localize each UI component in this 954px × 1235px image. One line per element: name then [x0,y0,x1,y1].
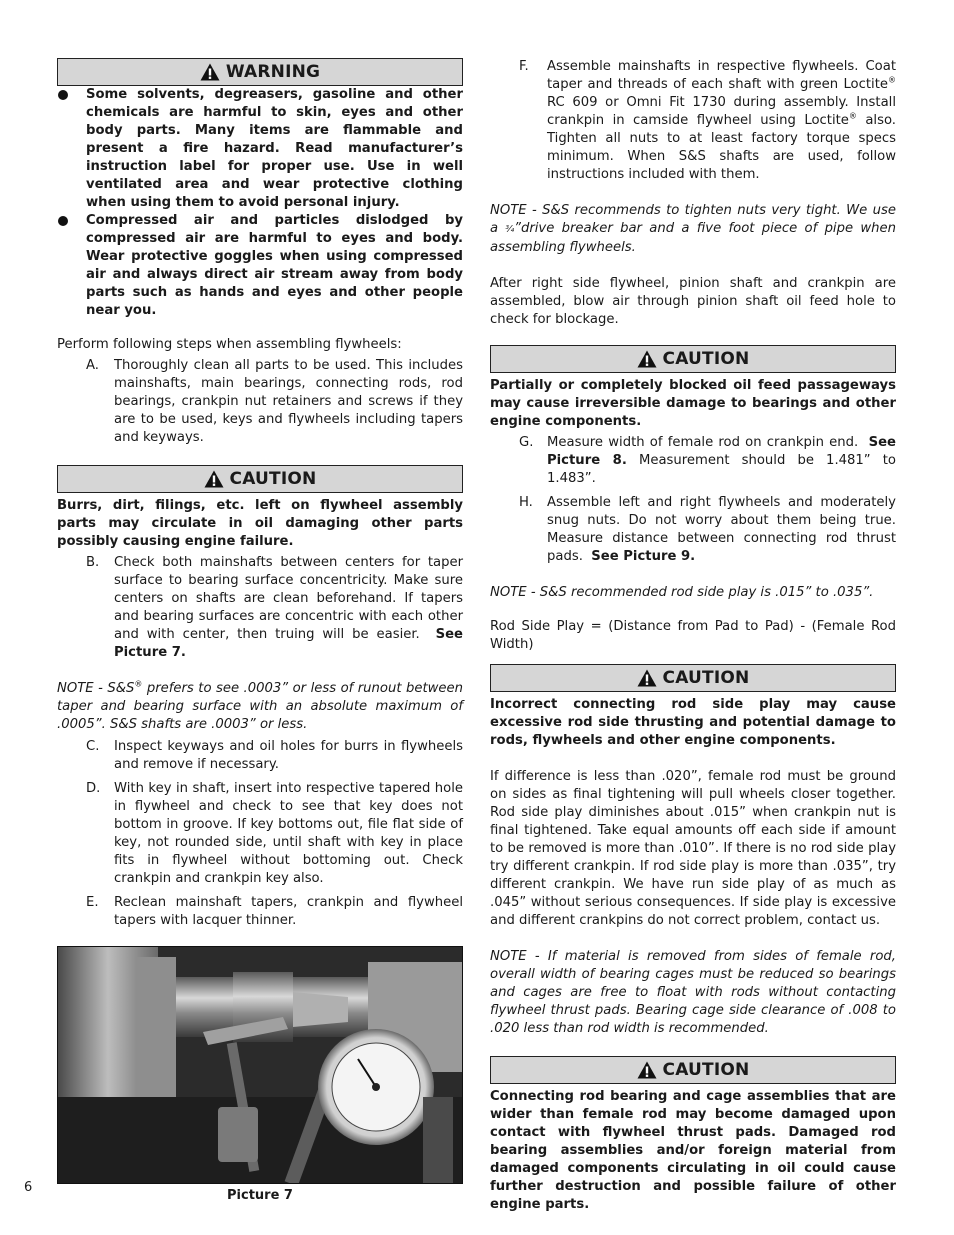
note-side-play: NOTE - S&S recommended rod side play is .015” to .035”. [490,585,874,600]
step-text: Inspect keyways and oil holes for burrs in flywheels and remove if necessary. [114,739,463,772]
note-material-removed: NOTE - If material is removed from sides of female rod, overall width of bearing cages must be reduced so bearings and cages are free to float with rods without contacting flywheel thrust pads. Bearing cage side clearance of .008 to .020 less than rod width is recommended. [490,949,896,1036]
step-d [57,780,463,888]
step-letter: G. [519,435,534,450]
side-play-formula: Rod Side Play = (Distance from Pad to Pad) - (Female Rod Width) [490,619,896,652]
step-letter: H. [519,495,533,510]
left-column [57,58,463,1205]
warning-triangle-icon [637,669,657,687]
step-text: Assemble left and right flywheels and moderately snug nuts. Do not worry about them being true. Measure distance between connecting rod thrust pads. [547,495,896,564]
step-text: With key in shaft, insert into respective tapered hole in flywheel and check to see that key does not bottom in groove. If key bottoms out, file flat side of key, not rounded side, until shaft with key in place fits in flywheel without bottoming out. Check crankpin and crankpin key also. [114,781,463,886]
warning-text-1: Some solvents, degreasers, gasoline and other chemicals are harmful to skin, eyes and other body parts. Many items are flammable and present a fire hazard. Read manufacturer’s instruction label for proper use. Use in well ventilated area and wear protective clothing when using them to avoid personal injury. [86,87,463,210]
step-letter: D. [86,781,101,796]
step-g: G. Measure width of female rod on crankpin end. See Picture 8. Measurement should be 1.481” to 1.483”. [519,435,897,486]
step-f [490,58,896,184]
step-letter: A. [86,358,99,373]
note-tighten-nuts: NOTE - S&S recommends to tighten nuts very tight. We use a ¾”drive breaker bar and a five foot piece of pipe when assembling flywheels. [490,203,896,255]
step-letter: F. [519,59,529,74]
warning-triangle-icon [637,350,657,368]
step-text: Reclean mainshaft tapers, crankpin and flywheel tapers with lacquer thinner. [114,895,463,928]
right-column [490,58,896,1214]
warning-title: WARNING [225,62,321,82]
step-a [57,357,463,447]
step-b [57,554,463,662]
warning-banner [57,58,463,86]
caution-banner-3 [490,664,896,692]
caution-title: CAUTION [662,349,750,369]
warning-bullet-2 [57,212,463,320]
step-h [490,494,896,566]
step-e [57,894,463,930]
caution-banner-1 [57,465,463,493]
picture-reference: See Picture 7. [114,627,463,660]
caution-text-4: Connecting rod bearing and cage assemblies that are wider than female rod may become damaged upon contact with flywheel thrust pads. Damaged rod bearing assemblies and/or foreign material from damaged components circulating in oil could cause further destruction and possible failure of other engine parts. [490,1089,896,1212]
caution-title: CAUTION [229,469,317,489]
dial-indicator-photo-illustration [58,947,462,1183]
warning-triangle-icon [200,63,220,81]
warning-triangle-icon [637,1061,657,1079]
step-c [57,738,463,774]
caution-banner-2 [490,345,896,373]
picture-reference: See Picture 9. [591,549,696,564]
step-text: Measure width of female rod on crankpin end. [547,435,859,450]
caution-text-1: Burrs, dirt, filings, etc. left on flywheel assembly parts may circulate in oil damaging other parts possibly causing engine failure. [57,498,463,549]
step-text: Thoroughly clean all parts to be used. This includes mainshafts, main bearings, connecting rods, rod bearings, crankpin nut retainers and screws if they are to be used, keys and flywheels including tapers and keyways. [114,358,463,445]
caution-title: CAUTION [662,1060,750,1080]
caution-title: CAUTION [662,668,750,688]
intro-text: Perform following steps when assembling flywheels: [57,337,402,352]
after-right-text: After right side flywheel, pinion shaft and crankpin are assembled, blow air through pinion shaft oil feed hole to check for blockage. [490,276,896,327]
step-letter: C. [86,739,100,754]
picture-7-photo [57,946,463,1184]
step-text: Check both mainshafts between centers for taper surface to bearing surface concentricity. Make sure centers on shafts are clean beforehand. If tapers and bearing surfaces are concentric with each other and with center, then truing will be easier. [114,555,463,642]
picture-caption: Picture 7 [227,1188,293,1203]
difference-text: If difference is less than .020”, female rod must be ground on sides as final tightening will pull wheels closer together. Rod side play diminishes about .015” when crankpin nut is final tightened. Take equal amounts off each side if amount to be removed is more than .010”. If there is no rod side play try different crankpin. If rod side play is more than .035”, try different crankpin. We have run side play of as much as .045” without serious consequences. If side play is excessive and different crankpins do not correct problem, contact us. [490,769,896,928]
warning-bullet-1 [57,86,463,212]
warning-text-2: Compressed air and particles dislodged by compressed air are harmful to eyes and body. Wear protective goggles when using compressed air and always direct air stream away from body parts such as hands and eyes and other people near you. [86,213,463,318]
bullet-dot-icon [58,90,68,100]
step-letter: E. [86,895,99,910]
caution-text-3: Incorrect connecting rod side play may cause excessive rod side thrusting and potential damage to rods, flywheels and other engine components. [490,697,896,748]
warning-triangle-icon [204,470,224,488]
step-text: Assemble mainshafts in respective flywheels. Coat taper and threads of each shaft with green Loctite® RC 609 or Omni Fit 1730 during assembly. Install crankpin in camside flywheel using Loctite® also. Tighten all nuts to at least factory torque specs minimum. When S&S shafts are used, follow instructions included with them. [547,59,896,182]
picture-reference: See Picture 8. [547,435,896,468]
page-number: 6 [24,1180,33,1195]
step-letter: B. [86,555,100,570]
note-runout: NOTE - S&S® prefers to see .0003” or less of runout between taper and bearing surface with an absolute maximum of .0005”. S&S shafts are .0003” or less. [57,679,463,732]
caution-text-2: Partially or completely blocked oil feed passageways may cause irreversible damage to bearings and other engine components. [490,378,896,429]
caution-banner-4 [490,1056,896,1084]
bullet-dot-icon [58,216,68,226]
